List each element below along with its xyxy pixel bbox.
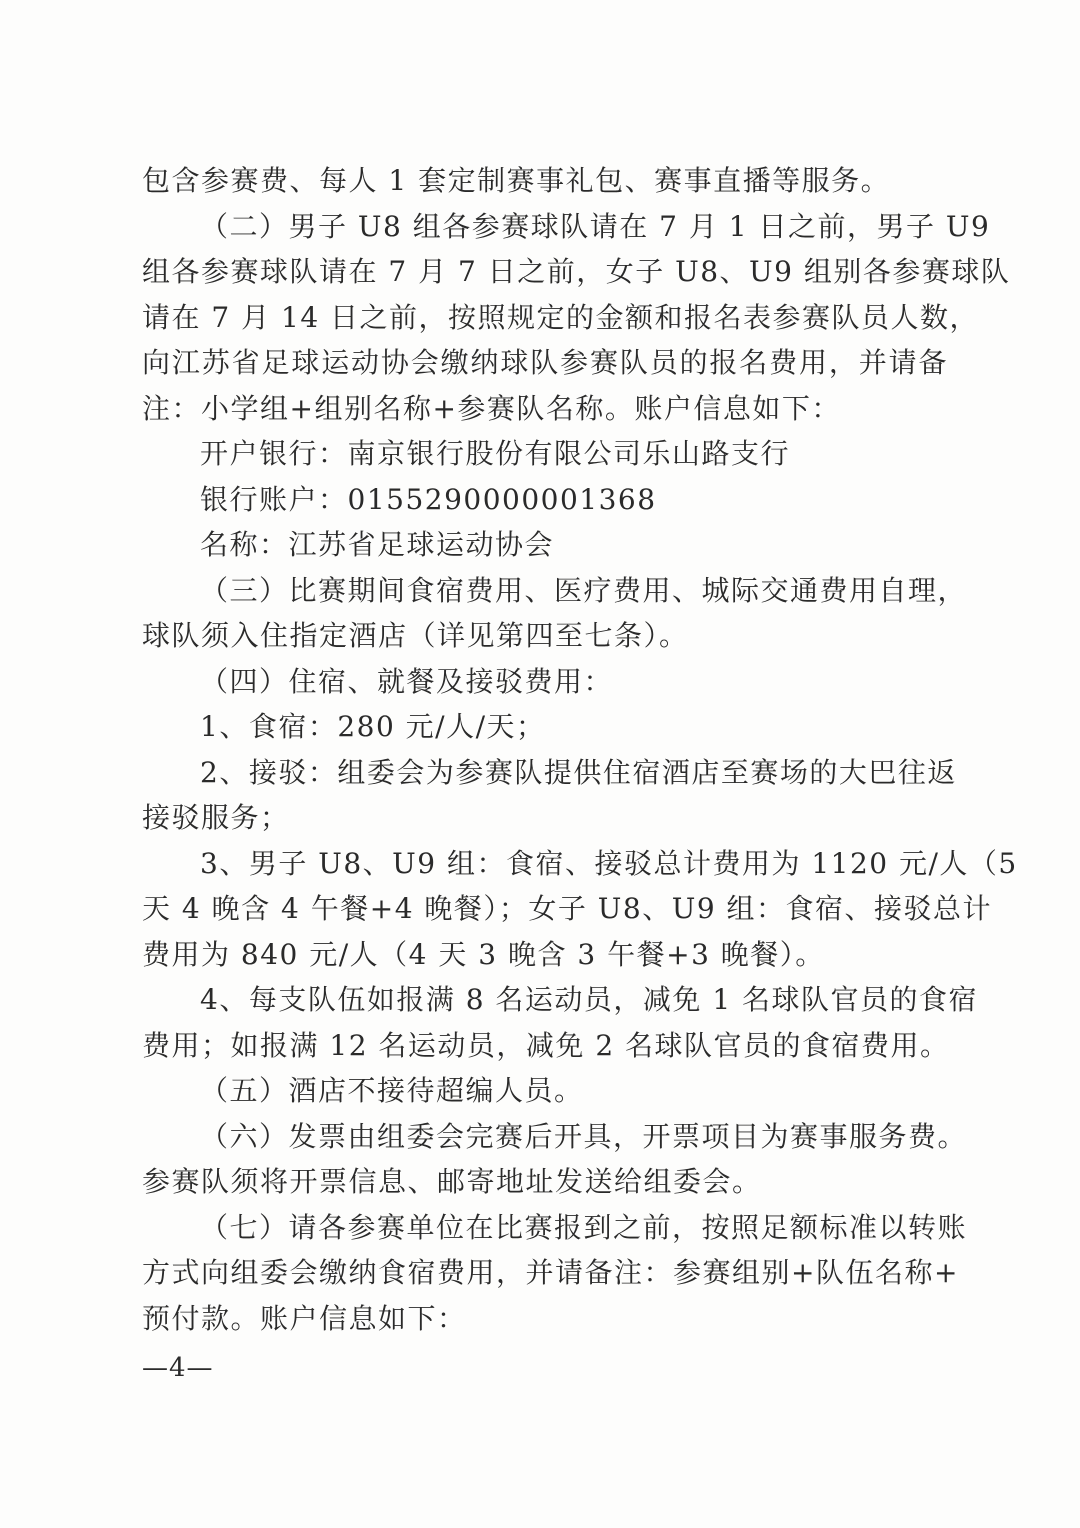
text-line: 接驳服务； [142,801,290,834]
text-line: 组各参赛球队请在 7 月 7 日之前，女子 U8、U9 组别各参赛球队 [142,255,1011,288]
text-line: 2、接驳：组委会为参赛队提供住宿酒店至赛场的大巴往返 [200,755,957,789]
text-line: （四）住宿、就餐及接驳费用： [200,664,614,698]
text-line: 向江苏省足球运动协会缴纳球队参赛队员的报名费用，并请备 [142,346,948,379]
text-line: 银行账户：0155290000001368 [200,482,657,516]
text-line: 费用；如报满 12 名运动员，减免 2 名球队官员的食宿费用。 [142,1028,950,1062]
text-line: 费用为 840 元/人（4 天 3 晚含 3 午餐+3 晚餐）。 [142,937,825,971]
text-line: （七）请各参赛单位在比赛报到之前，按照足额标准以转账 [200,1210,968,1244]
text-line: （六）发票由组委会完赛后开具，开票项目为赛事服务费。 [200,1119,968,1153]
document-body [142,158,1018,1341]
text-line: 请在 7 月 14 日之前，按照规定的金额和报名表参赛队员人数， [142,300,980,334]
text-line: 名称：江苏省足球运动协会 [200,528,555,561]
text-line: 4、每支队伍如报满 8 名运动员，减免 1 名球队官员的食宿 [200,983,979,1016]
text-line: （五）酒店不接待超编人员。 [200,1074,584,1107]
text-line: 预付款。账户信息如下： [142,1301,467,1335]
page-number: —4— [142,1353,214,1383]
text-line: 开户银行：南京银行股份有限公司乐山路支行 [200,437,791,470]
text-line: 球队须入住指定酒店（详见第四至七条）。 [142,619,689,652]
text-line: 方式向组委会缴纳食宿费用，并请备注：参赛组别+队伍名称+ [142,1256,959,1289]
text-line: 3、男子 U8、U9 组：食宿、接驳总计费用为 1120 元/人（5 [200,846,1018,880]
text-line: （三）比赛期间食宿费用、医疗费用、城际交通费用自理， [200,573,968,607]
text-line: 参赛队须将开票信息、邮寄地址发送给组委会。 [142,1165,762,1198]
text-line: （二）男子 U8 组各参赛球队请在 7 月 1 日之前，男子 U9 [200,209,991,243]
text-line: 注：小学组+组别名称+参赛队名称。账户信息如下： [142,391,841,425]
text-line: 1、食宿：280 元/人/天； [200,710,546,743]
text-line: 包含参赛费、每人 1 套定制赛事礼包、赛事直播等服务。 [142,164,891,197]
text-line: 天 4 晚含 4 午餐+4 晚餐）；女子 U8、U9 组：食宿、接驳总计 [142,892,993,925]
